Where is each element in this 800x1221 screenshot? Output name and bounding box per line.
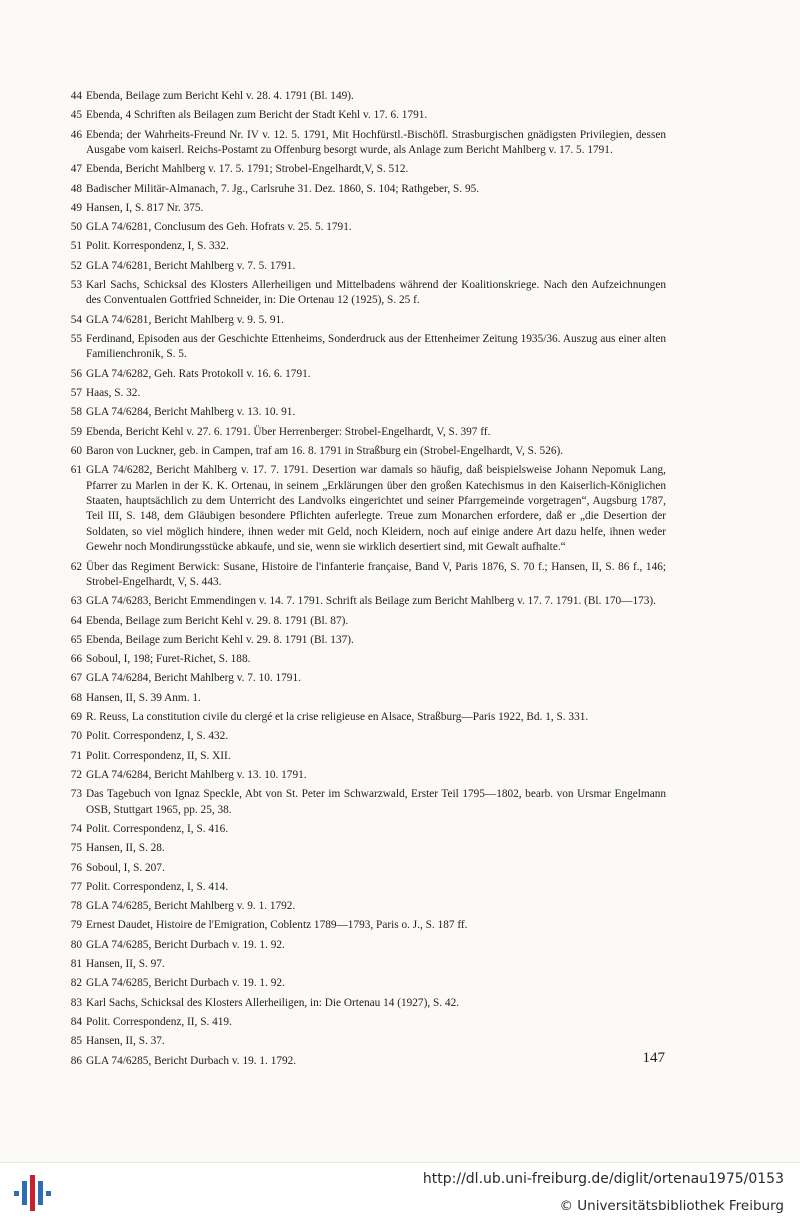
footnote xyxy=(62,89,666,104)
footnote-text: Das Tagebuch von Ignaz Speckle, Abt von St. Peter im Schwarzwald, Erster Teil 1795—1802, bearb. von Ursmar Engelmann OSB, Stuttgart 1965, pp. 25, 38. xyxy=(86,788,666,816)
footnote xyxy=(62,938,666,953)
footnote-text: GLA 74/6282, Bericht Mahlberg v. 17. 7. 1791. Desertion war damals so häufig, daß beispielsweise Johann Nepomuk Lang, Pfarrer zu Marlen in der K. K. Ortenau, in seinem „Erklärungen über den großen Katechismus in den Kaiserlich-Königlichen Staaten, hauptsächlich zu dem Unterricht des Landvolks eingerichtet und seiner Pfarrgemeinde vorgetragen“, Augsburg 1787, Teil III, S. 148, dem Gläubigen besondere Pflichten auferlegte. Treue zum Monarchen erfordere, daß er „die Desertion der Soldaten, so viel möglich hindere, ihnen weder mit Geld, noch Kleidern, noch auf einige andere Art dazu helfe, ihnen weder Gewehr noch Mondirungsstücke abkaufe, und sie, wenn sie wirklich desertiert sind, mit Gewalt aufhalte.“ xyxy=(86,464,666,554)
footnote xyxy=(62,880,666,895)
footnote xyxy=(62,861,666,876)
footnote-text: Ebenda; der Wahrheits-Freund Nr. IV v. 12. 5. 1791, Mit Hochfürstl.-Bischöfl. Strasburgischen gnädigsten Privilegien, dessen Ausgabe vom kaiserl. Reichs-Postamt zu Offenburg besorgt wurde, als Anlage zum Bericht Mahlberg v. 17. 5. 1791. xyxy=(86,128,666,156)
footnote-text: Ebenda, Beilage zum Bericht Kehl v. 29. 8. 1791 (Bl. 137). xyxy=(86,633,354,646)
footnote-number: 70 xyxy=(70,730,82,743)
footnote xyxy=(62,957,666,972)
footnote-number: 83 xyxy=(70,996,82,1009)
footnote xyxy=(62,425,666,440)
footnote-text: Ebenda, 4 Schriften als Beilagen zum Bericht der Stadt Kehl v. 17. 6. 1791. xyxy=(86,109,428,122)
footnote-number: 51 xyxy=(70,240,82,253)
footnote-number: 52 xyxy=(70,259,82,272)
footnote xyxy=(62,259,666,274)
footnote-number: 82 xyxy=(70,977,82,990)
footnote xyxy=(62,405,666,420)
footnote-number: 67 xyxy=(70,672,82,685)
footnote-text: GLA 74/6283, Bericht Emmendingen v. 14. 7. 1791. Schrift als Beilage zum Bericht Mahlberg v. 17. 7. 1791. (Bl. 170—173). xyxy=(86,595,656,608)
footnote xyxy=(62,976,666,991)
footnote-text: GLA 74/6285, Bericht Durbach v. 19. 1. 92. xyxy=(86,977,285,990)
footnote-number: 80 xyxy=(70,938,82,951)
footnote xyxy=(62,367,666,382)
footnote-number: 81 xyxy=(70,958,82,971)
footnote-number: 71 xyxy=(70,749,82,762)
footnote-number: 56 xyxy=(70,367,82,380)
footnote-text: Soboul, I, S. 207. xyxy=(86,861,165,874)
footnote xyxy=(62,614,666,629)
footnote xyxy=(62,239,666,254)
document-url-link[interactable]: http://dl.ub.uni-freiburg.de/diglit/ortenau1975/0153 xyxy=(422,1171,784,1187)
footnote xyxy=(62,108,666,123)
footnote-text: Soboul, I, 198; Furet-Richet, S. 188. xyxy=(86,653,251,666)
footnote-text: GLA 74/6284, Bericht Mahlberg v. 13. 10. 1791. xyxy=(86,768,307,781)
footnote-text: Ebenda, Bericht Mahlberg v. 17. 5. 1791; Strobel-Engelhardt,V, S. 512. xyxy=(86,163,409,176)
footnote xyxy=(62,652,666,667)
footnote-text: Hansen, II, S. 37. xyxy=(86,1035,165,1048)
footnote-number: 72 xyxy=(70,768,82,781)
footnote-number: 50 xyxy=(70,221,82,234)
footnote-text: GLA 74/6281, Bericht Mahlberg v. 7. 5. 1791. xyxy=(86,259,296,272)
footnote xyxy=(62,313,666,328)
footnote-number: 59 xyxy=(70,425,82,438)
footnote-text: Polit. Correspondenz, I, S. 414. xyxy=(86,880,229,893)
footnote xyxy=(62,162,666,177)
footnote xyxy=(62,787,666,818)
footnote xyxy=(62,332,666,363)
footnote-number: 65 xyxy=(70,633,82,646)
footnote xyxy=(62,768,666,783)
footnote-number: 63 xyxy=(70,595,82,608)
footnote-text: Polit. Correspondenz, I, S. 432. xyxy=(86,730,229,743)
footnote-text: Polit. Correspondenz, II, S. XII. xyxy=(86,749,231,762)
footnote-text: Baron von Luckner, geb. in Campen, traf am 16. 8. 1791 in Straßburg ein (Strobel-Engelhardt, V, S. 526). xyxy=(86,444,564,457)
footnote xyxy=(62,710,666,725)
footnote-number: 69 xyxy=(70,711,82,724)
footnote-number: 44 xyxy=(70,90,82,102)
footnote-text: Hansen, II, S. 39 Anm. 1. xyxy=(86,691,201,704)
footnote-number: 68 xyxy=(70,691,82,704)
footnote xyxy=(62,729,666,744)
footnote xyxy=(62,918,666,933)
footnote-text: Polit. Correspondenz, I, S. 416. xyxy=(86,822,229,835)
footnote xyxy=(62,1034,666,1049)
footnote-number: 60 xyxy=(70,444,82,457)
viewer-footer xyxy=(0,1162,800,1221)
footnote-number: 58 xyxy=(70,406,82,419)
footnote-number: 45 xyxy=(70,109,82,122)
footnote xyxy=(62,1054,666,1069)
footnote-text: Polit. Correspondenz, II, S. 419. xyxy=(86,1015,232,1028)
footnote-text: GLA 74/6285, Bericht Durbach v. 19. 1. 92. xyxy=(86,938,285,951)
footnote xyxy=(62,749,666,764)
footnote xyxy=(62,128,666,159)
footnote xyxy=(62,220,666,235)
footnote xyxy=(62,691,666,706)
footnote-text: Polit. Korrespondenz, I, S. 332. xyxy=(86,240,229,253)
footnote xyxy=(62,560,666,591)
library-logo-icon xyxy=(12,1175,52,1211)
footnote xyxy=(62,671,666,686)
footnote-number: 73 xyxy=(70,788,82,801)
footnote-text: Über das Regiment Berwick: Susane, Histoire de l'infanterie française, Band V, Paris 1876, S. 70 f.; Hansen, II, S. 86 f., 146; Strobel-Engelhardt, V, S. 443. xyxy=(86,560,666,588)
footnote xyxy=(62,841,666,856)
footnote-number: 78 xyxy=(70,900,82,913)
footnote-number: 55 xyxy=(70,333,82,346)
footnote-text: Hansen, I, S. 817 Nr. 375. xyxy=(86,201,204,214)
footnote xyxy=(62,633,666,648)
footnote-number: 76 xyxy=(70,861,82,874)
footnote-text: GLA 74/6284, Bericht Mahlberg v. 7. 10. 1791. xyxy=(86,672,301,685)
footnote-number: 75 xyxy=(70,842,82,855)
footnote xyxy=(62,463,666,555)
footnote-number: 66 xyxy=(70,653,82,666)
footnote-text: GLA 74/6281, Bericht Mahlberg v. 9. 5. 91. xyxy=(86,313,284,326)
footnote-text: GLA 74/6285, Bericht Mahlberg v. 9. 1. 1792. xyxy=(86,900,296,913)
footnote xyxy=(62,1015,666,1030)
footnote-text: Ernest Daudet, Histoire de l'Emigration, Coblentz 1789—1793, Paris o. J., S. 187 ff. xyxy=(86,919,468,932)
footnote-text: Karl Sachs, Schicksal des Klosters Allerheiligen und Mittelbadens während der Koalitionskriege. Nach den Aufzeichnungen des Conventualen Gottfried Schneider, in: Die Ortenau 12 (1925), S. 25 f. xyxy=(86,279,666,307)
copyright-notice: © Universitätsbibliothek Freiburg xyxy=(559,1198,784,1214)
footnote-text: Karl Sachs, Schicksal des Klosters Allerheiligen, in: Die Ortenau 14 (1927), S. 42. xyxy=(86,996,460,1009)
footnote-number: 46 xyxy=(70,128,82,141)
footnote-number: 53 xyxy=(70,279,82,292)
footnote-number: 62 xyxy=(70,560,82,573)
footnote-text: Ferdinand, Episoden aus der Geschichte Ettenheims, Sonderdruck aus der Ettenheimer Zeitung 1935/36. Auszug aus einer alten Familienchronik, S. 5. xyxy=(86,333,666,361)
footnote-text: GLA 74/6285, Bericht Durbach v. 19. 1. 1792. xyxy=(86,1054,297,1067)
footnote-number: 57 xyxy=(70,387,82,400)
footnote-text: Badischer Militär-Almanach, 7. Jg., Carlsruhe 31. Dez. 1860, S. 104; Rathgeber, S. 95. xyxy=(86,182,480,195)
footnote xyxy=(62,182,666,197)
footnote-number: 54 xyxy=(70,313,82,326)
footnote-number: 77 xyxy=(70,880,82,893)
footnote xyxy=(62,201,666,216)
footnote xyxy=(62,822,666,837)
footnote-number: 49 xyxy=(70,201,82,214)
footnote xyxy=(62,594,666,609)
footnote-number: 48 xyxy=(70,182,82,195)
footnote-text: Ebenda, Bericht Kehl v. 27. 6. 1791. Über Herrenberger: Strobel-Engelhardt, V, S. 397 ff. xyxy=(86,425,491,438)
footnote-text: Hansen, II, S. 28. xyxy=(86,842,165,855)
footnote-number: 85 xyxy=(70,1035,82,1048)
footnote-text: Ebenda, Beilage zum Bericht Kehl v. 29. 8. 1791 (Bl. 87). xyxy=(86,614,349,627)
footnote-text: Ebenda, Beilage zum Bericht Kehl v. 28. 4. 1791 (Bl. 149). xyxy=(86,90,354,102)
footnote-text: Haas, S. 32. xyxy=(86,387,141,400)
footnote xyxy=(62,899,666,914)
footnote xyxy=(62,996,666,1011)
footnote xyxy=(62,386,666,401)
footnote-number: 74 xyxy=(70,822,82,835)
footnote-text: GLA 74/6282, Geh. Rats Protokoll v. 16. 6. 1791. xyxy=(86,367,311,380)
footnote-text: R. Reuss, La constitution civile du clergé et la crise religieuse en Alsace, Straßburg—Paris 1922, Bd. 1, S. 331. xyxy=(86,711,589,724)
footnote xyxy=(62,278,666,309)
footnote-text: Hansen, II, S. 97. xyxy=(86,958,165,971)
footnote xyxy=(62,444,666,459)
footnote-number: 61 xyxy=(70,464,82,477)
footnote-list xyxy=(62,89,666,1073)
footnote-number: 47 xyxy=(70,163,82,176)
page-number: 147 xyxy=(642,1050,665,1066)
footnote-number: 84 xyxy=(70,1015,82,1028)
footnote-text: GLA 74/6281, Conclusum des Geh. Hofrats v. 25. 5. 1791. xyxy=(86,221,352,234)
footnote-number: 86 xyxy=(70,1054,82,1067)
footnote-text: GLA 74/6284, Bericht Mahlberg v. 13. 10. 91. xyxy=(86,406,296,419)
footnote-number: 79 xyxy=(70,919,82,932)
footnote-number: 64 xyxy=(70,614,82,627)
